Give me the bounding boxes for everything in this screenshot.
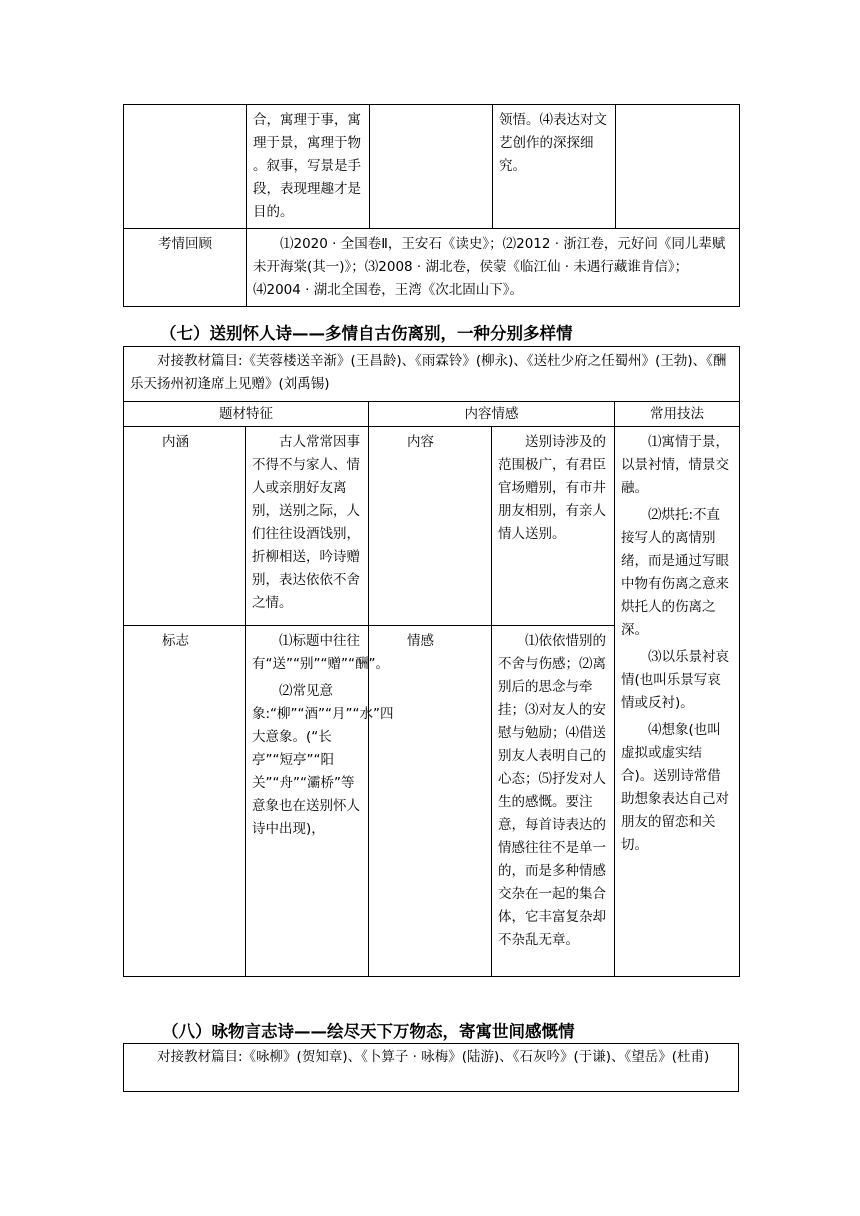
- neihan-text: 古人常常因事不得不与家人、情人或亲朋好友离别，送别之际，人们往往设酒饯别，折柳相送，吟诗赠别，表达依依不舍之情。: [246, 427, 369, 626]
- table-cell: [370, 105, 493, 229]
- table-row: [124, 427, 740, 626]
- review-text: ⑴2020 · 全国卷Ⅱ，王安石《读史》；⑵2012 · 浙江卷，元好问《同儿辈赋未开海棠(其一)》；⑶2008 · 湖北卷，侯蒙《临江仙 · 未遇行藏谁肯信》；⑷2004 · 湖北全国卷，王湾《次北固山下》。: [247, 229, 740, 307]
- header-theme: 题材特征: [124, 402, 369, 427]
- header-content: 内容情感: [369, 402, 615, 427]
- biaozhi-item: ⑴标题中往往有“送”“别”“赠”“酬”。: [252, 633, 389, 672]
- review-label: 考情回顾: [124, 229, 247, 307]
- label-neirong: 内容: [369, 427, 492, 626]
- label-biaozhi: 标志: [124, 626, 246, 977]
- neirong-text: 送别诗涉及的范围极广，有君臣官场赠别，有市井朋友相别，有亲人情人送别。: [492, 427, 615, 626]
- table-cell: [247, 105, 370, 229]
- table-row: [124, 229, 740, 307]
- section8-table: [123, 1043, 739, 1092]
- section-title: （七）送别怀人诗——多情自古伤离别，一种分别多样情: [160, 324, 573, 343]
- technique-item: ⑷想象(也叫虚拟或虚实结合)。送别诗常借助想象表达自己对朋友的留恋和关切。: [621, 722, 729, 853]
- biaozhi-item: ⑵常见意象:“柳”“酒”“月”“水”四大意象。(“长亭”“短亭”“阳关”“舟”“灞桥”等意象也在送别怀人诗中出现)，: [252, 683, 394, 837]
- textbook-cell: 对接教材篇目:《咏柳》(贺知章)、《卜算子 · 咏梅》(陆游)、《石灰吟》(于谦)、《望岳》(杜甫): [124, 1044, 739, 1092]
- cell-text: 领悟。⑷表达对文艺创作的深探细究。: [499, 112, 607, 174]
- technique-item: ⑶以乐景衬哀情(也叫乐景写哀情或反衬)。: [621, 649, 729, 711]
- table-row: [124, 105, 740, 229]
- label-neihan: 内涵: [124, 427, 246, 626]
- section-title: （八）咏物言志诗——绘尽天下万物态，寄寓世间感慨情: [162, 1022, 575, 1041]
- table-cell: [616, 105, 740, 229]
- top-table: [123, 104, 740, 307]
- qinggan-text: ⑴依依惜别的不舍与伤感；⑵离别后的思念与牵挂；⑶对友人的安慰与勉励；⑷借送别友人表明自己的心态；⑸抒发对人生的感慨。要注意，每首诗表达的情感往往不是单一的，而是多种情感交杂在一起的集合体，它丰富复杂却不杂乱无章。: [492, 626, 615, 977]
- table-row: [124, 1044, 739, 1092]
- table-cell: [493, 105, 616, 229]
- table-cell: [124, 105, 247, 229]
- label-qinggan: 情感: [369, 626, 492, 977]
- techniques-cell: [615, 427, 740, 977]
- biaozhi-cell: [246, 626, 394, 977]
- table-row: [124, 402, 740, 427]
- table-row: [124, 347, 740, 402]
- technique-item: ⑴寓情于景，以景衬情，情景交融。: [621, 434, 729, 496]
- technique-item: ⑵烘托:不直接写人的离情别绪，而是通过写眼中物有伤离之意来烘托人的伤离之深。: [621, 507, 729, 638]
- cell-text: 合，寓理于事，寓理于景，寓理于物 。叙事，写景是手段，表现理趣才是目的。: [253, 112, 361, 220]
- header-technique: 常用技法: [615, 402, 740, 427]
- textbook-cell: 对接教材篇目:《芙蓉楼送辛渐》(王昌龄)、《雨霖铃》(柳永)、《送杜少府之任蜀州》(王勃)、《酬乐天扬州初逢席上见赠》(刘禹锡): [124, 347, 740, 402]
- section7-table: [123, 346, 740, 977]
